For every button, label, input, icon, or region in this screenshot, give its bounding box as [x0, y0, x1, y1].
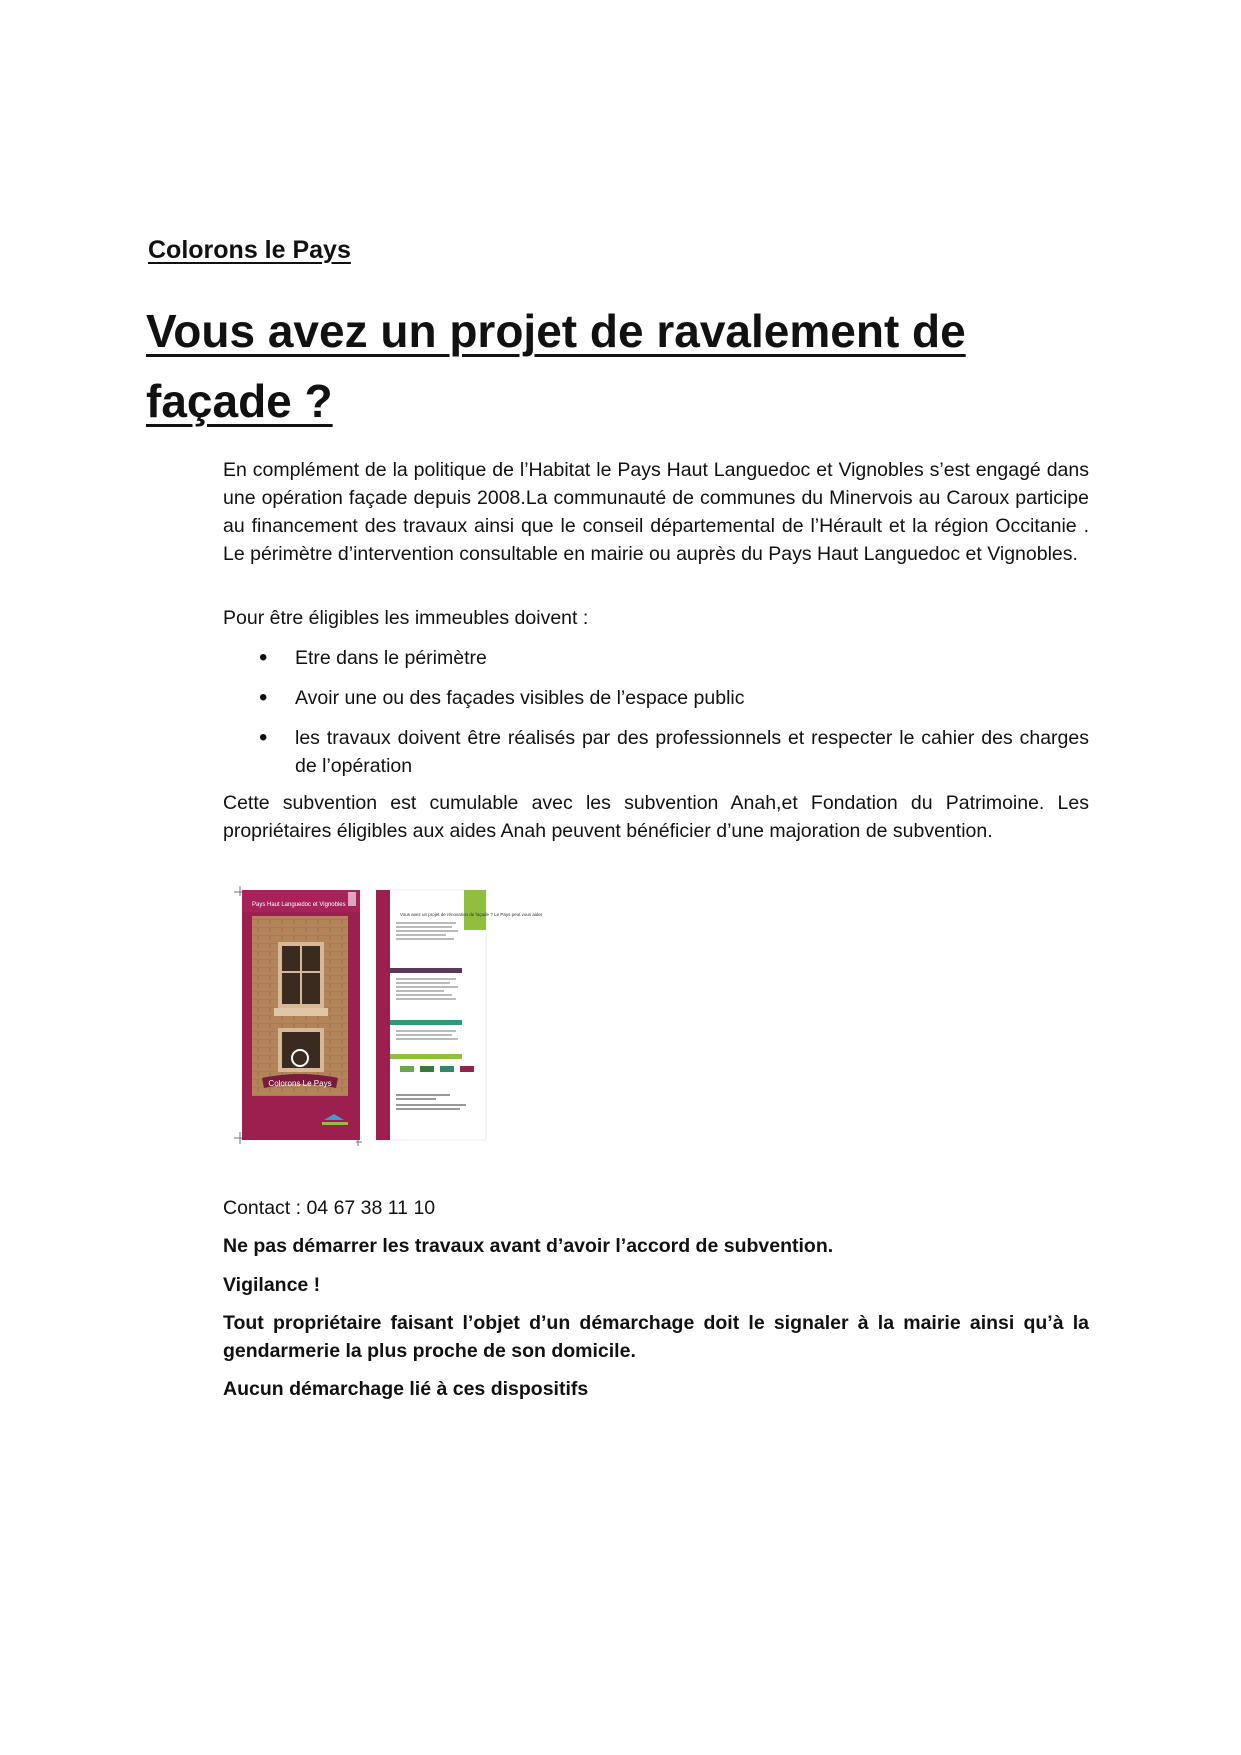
brochure-front	[242, 890, 360, 1140]
cumul-paragraph: Cette subvention est cumulable avec les subvention Anah,et Fondation du Patrimoine. Les propriétaires éligibles aux aides Anah peuvent bénéficier d’une majoration de subvention.	[223, 792, 1089, 842]
brochure-back-heading: Vous avez un projet de rénovation de façade ? Le Pays peut vous aider	[400, 912, 543, 917]
brochure-back	[376, 890, 543, 1140]
warning-no-canvassing: Aucun démarchage lié à ces dispositifs	[223, 1378, 589, 1400]
warning-canvassing: Tout propriétaire faisant l’objet d’un démarchage doit le signaler à la mairie ainsi qu’à la gendarmerie la plus proche de son domicile.	[223, 1312, 1089, 1362]
page-title: Vous avez un projet de ravalement de façade ?	[146, 305, 966, 427]
list-item: • les travaux doivent être réalisés par des professionnels et respecter le cahier des charges de l’opération	[223, 724, 1089, 780]
warning-vigilance: Vigilance !	[223, 1274, 321, 1296]
list-item: • Etre dans le périmètre	[223, 644, 1089, 672]
section-kicker: Colorons le Pays	[148, 236, 351, 264]
list-item: • Avoir une ou des façades visibles de l’espace public	[223, 684, 1089, 712]
warning-no-start: Ne pas démarrer les travaux avant d’avoir l’accord de subvention.	[223, 1235, 834, 1257]
eligibility-lead: Pour être éligibles les immeubles doivent :	[223, 607, 589, 629]
eligibility-list	[223, 644, 1089, 792]
contact-line: Contact : 04 67 38 11 10	[223, 1197, 436, 1219]
intro-paragraph: En complément de la politique de l’Habitat le Pays Haut Languedoc et Vignobles s’est engagé dans une opération façade depuis 2008.La communauté de communes du Minervois au Caroux participe au financement des travaux ainsi que le conseil départemental de l’Hérault et la région Occitanie . Le périmètre d’intervention consultable en mairie ou auprès du Pays Haut Languedoc et Vignobles.	[223, 459, 1089, 565]
brochure-front-caption: Colorons Le Pays	[268, 1079, 332, 1088]
brochure-image	[228, 880, 543, 1150]
brochure-front-header: Pays Haut Languedoc et Vignobles	[252, 902, 346, 908]
